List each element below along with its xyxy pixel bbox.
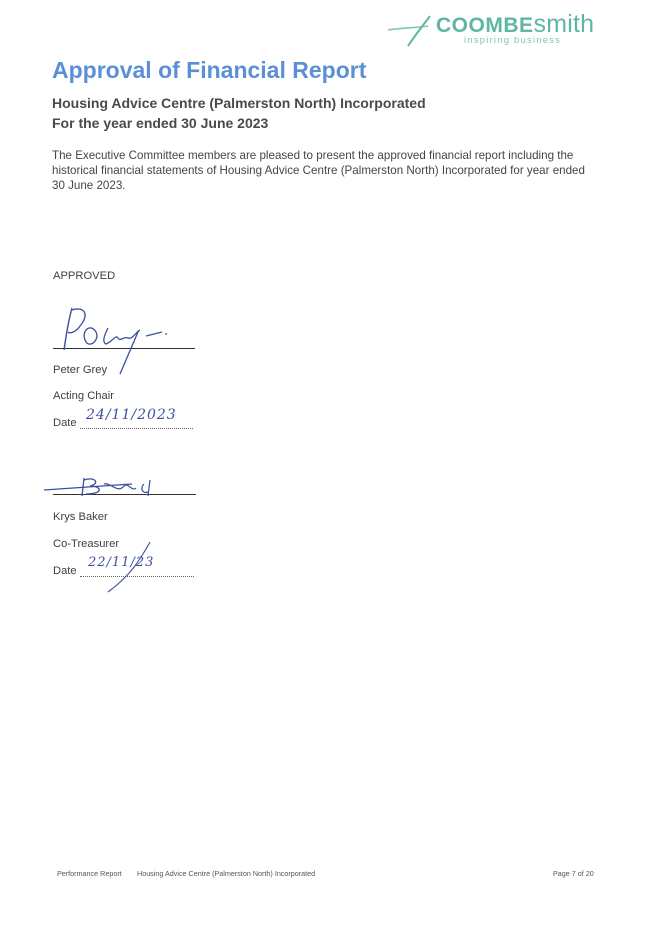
footer-organisation: Housing Advice Centre (Palmerston North) Incorporated xyxy=(137,869,316,878)
signatory-2-name: Krys Baker xyxy=(53,511,108,523)
footer-page-number: Page 7 of 20 xyxy=(553,869,594,878)
organisation-name: Housing Advice Centre (Palmerston North) Incorporated xyxy=(52,95,426,111)
logo-brand-part1: COOMBE xyxy=(436,14,534,37)
company-logo xyxy=(386,10,606,50)
signatory-1-date-value: 24/11/2023 xyxy=(86,407,177,423)
signatory-2-date-label: Date xyxy=(53,565,77,577)
signatory-2-role: Co-Treasurer xyxy=(53,538,120,550)
intro-paragraph: The Executive Committee members are pleased to present the approved financial report including the historical financial statements of Housing Advice Centre (Palmerston North) Incorporated for year ended 30 June 2023. xyxy=(52,149,585,192)
logo-tagline: inspiring business xyxy=(464,35,562,46)
report-period: For the year ended 30 June 2023 xyxy=(52,115,269,131)
swoosh-icon xyxy=(386,14,438,48)
page-title: Approval of Financial Report xyxy=(52,57,367,83)
signatory-1-date-label: Date xyxy=(53,417,77,429)
signatory-1-date-line xyxy=(80,428,193,429)
signatory-2-date-value: 22/11/23 xyxy=(88,555,155,570)
logo-brand-part2: smith xyxy=(533,10,595,38)
signature-2 xyxy=(40,472,170,506)
signatory-1-role: Acting Chair xyxy=(53,390,114,402)
signatory-1-name: Peter Grey xyxy=(53,364,108,376)
approved-label: APPROVED xyxy=(53,270,116,282)
date-slash-strokes xyxy=(100,540,160,594)
footer-report-name: Performance Report xyxy=(57,869,122,878)
